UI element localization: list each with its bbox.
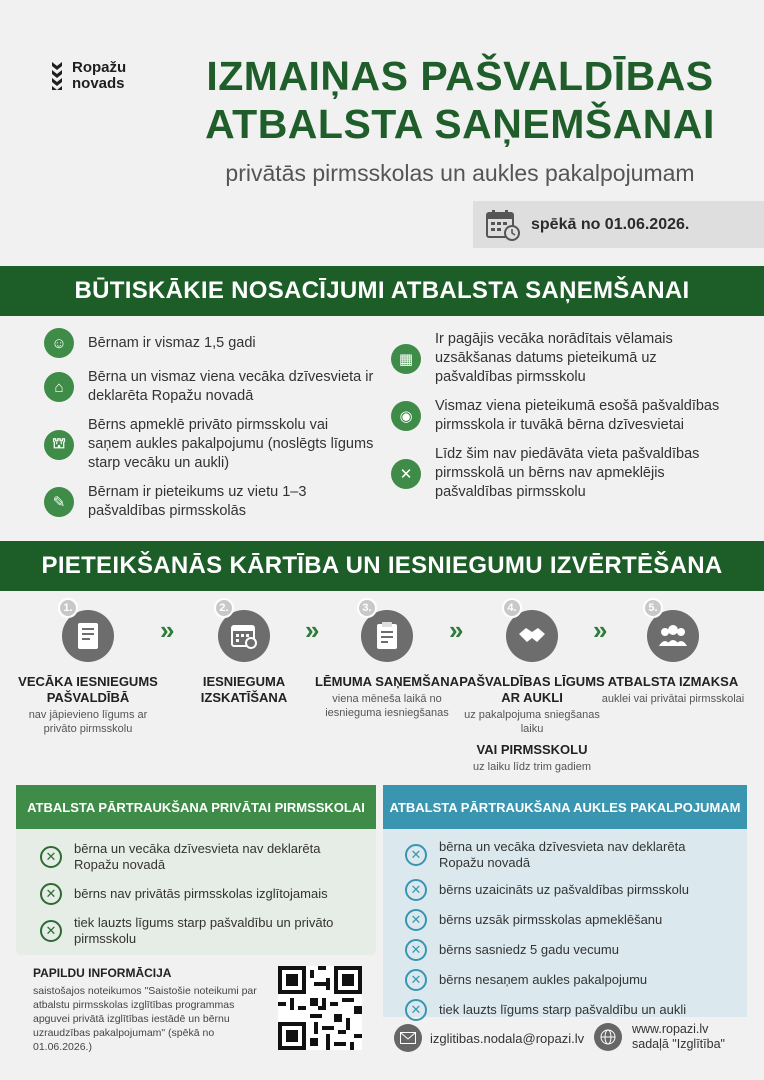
process-step-1	[13, 602, 163, 736]
condition-text: Līdz šim nav piedāvāta vieta pašvaldības pirmsskolā un bērns nav apmeklējis pašvaldības pirmsskolu	[435, 446, 700, 500]
globe-icon	[594, 1023, 622, 1051]
email-contact[interactable]	[394, 1024, 584, 1052]
step-title: PAŠVALDĪBAS LĪGUMS AR AUKLI	[459, 674, 605, 705]
panel-item	[405, 969, 729, 991]
page-subtitle: privātās pirmsskolas un aukles pakalpojumam	[225, 160, 695, 186]
step-description: uz pakalpojuma sniegšanas laiku	[464, 709, 600, 735]
document-icon: ✎	[44, 487, 74, 517]
process-step-5	[598, 602, 748, 706]
conditions-left-column	[44, 328, 374, 521]
condition-item	[44, 368, 374, 406]
step-number: 3.	[357, 598, 377, 618]
panel-item-text: bērns uzsāk pirmsskolas apmeklēšanu	[439, 912, 663, 927]
condition-item	[391, 397, 721, 435]
x-circle-icon: ✕	[40, 920, 62, 942]
process-title-bar: PIETEIKŠANĀS KĀRTĪBA UN IESNIEGUMU IZVĒRTĒŠANA	[0, 541, 764, 591]
additional-info	[33, 966, 268, 1054]
logo-mark-icon	[50, 60, 64, 92]
handshake-icon	[506, 602, 558, 662]
x-circle-icon: ✕	[40, 846, 62, 868]
panel-item-text: tiek lauzts līgums starp pašvaldību un aukli	[439, 1002, 687, 1017]
page-title	[180, 52, 740, 148]
step-number: 2.	[214, 598, 234, 618]
condition-item	[44, 483, 374, 521]
ropazi-logo	[50, 60, 126, 92]
panel-item-text: bērna un vecāka dzīvesvieta nav deklarēta Ropažu novadā	[74, 841, 321, 872]
effective-date: spēkā no 01.06.2026.	[531, 215, 690, 233]
location-pin-icon: ◉	[391, 401, 421, 431]
nanny-service-panel	[383, 785, 747, 1017]
condition-item	[44, 416, 374, 473]
calendar-icon: ▦	[391, 344, 421, 374]
envelope-icon	[394, 1024, 422, 1052]
website-contact[interactable]	[594, 1022, 725, 1052]
chevron-right-icon: »	[160, 615, 169, 645]
conditions-right-column	[391, 330, 721, 502]
panel-item	[405, 879, 729, 901]
step-description: auklei vai privātai pirmsskolai	[601, 693, 745, 705]
condition-text: Vismaz viena pieteikumā esošā pašvaldības pirmsskola ir tuvākā bērna dzīvesvietai	[435, 398, 720, 433]
child-face-icon: ☺	[44, 328, 74, 358]
panel-title: ATBALSTA PĀRTRAUKŠANA AUKLES PAKALPOJUMAM	[383, 785, 747, 829]
x-circle-icon: ✕	[405, 939, 427, 961]
title-line-2: ATBALSTA SAŅEMŠANAI	[205, 101, 715, 147]
condition-item	[44, 328, 374, 358]
condition-text: Bērns apmeklē privāto pirmsskolu vai saņem aukles pakalpojumu (noslēgts līgums starp vecāku un aukli)	[88, 417, 374, 471]
panel-item	[405, 909, 729, 931]
calendar-review-icon	[218, 602, 270, 662]
panel-item	[405, 999, 729, 1021]
panel-item	[405, 939, 729, 961]
process-step-3	[312, 602, 462, 720]
process-step-2	[169, 602, 319, 706]
private-preschool-panel	[16, 785, 376, 955]
step-number: 5.	[643, 598, 663, 618]
condition-item	[391, 445, 721, 502]
website-url[interactable]: www.ropazi.lv	[632, 1022, 709, 1036]
playground-icon: ⛫	[44, 430, 74, 460]
qr-code-image[interactable]	[278, 966, 362, 1050]
x-circle-icon: ✕	[40, 883, 62, 905]
email-address[interactable]: izglitibas.nodala@ropazi.lv	[430, 1030, 585, 1046]
x-circle-icon: ✕	[405, 909, 427, 931]
panel-item-text: bērns uzaicināts uz pašvaldības pirmsskolu	[439, 882, 690, 897]
panel-item	[40, 883, 354, 905]
step-number: 4.	[502, 598, 522, 618]
x-circle-icon: ✕	[391, 459, 421, 489]
process-step-4	[457, 602, 607, 774]
condition-text: Bērna un vismaz viena vecāka dzīvesvieta ir deklarēta Ropažu novadā	[88, 369, 374, 404]
step-title: VECĀKA IESNIEGUMS PAŠVALDĪBĀ	[18, 674, 158, 705]
panel-item	[405, 839, 729, 871]
step-title-alt: VAI PIRMSSKOLU	[476, 742, 588, 757]
panel-item-text: tiek lauzts līgums starp pašvaldību un privāto pirmsskolu	[74, 915, 334, 946]
house-icon: ⌂	[44, 372, 74, 402]
chevron-right-icon: »	[305, 615, 314, 645]
panel-item	[40, 841, 354, 873]
x-circle-icon: ✕	[405, 844, 427, 866]
title-line-1: IZMAIŅAS PAŠVALDĪBAS	[206, 53, 714, 99]
additional-info-text: saistošajos noteikumos "Saistošie noteikumi par atbalstu pirmsskolas izglītības programmas apguvei privātā izglītības iestādē un bērnu uzraudzības pakalpojumam" (spēkā no 01.06.2026.)	[33, 985, 257, 1053]
condition-item	[391, 330, 721, 387]
application-icon	[62, 602, 114, 662]
panel-item-text: bērna un vecāka dzīvesvieta nav deklarēta Ropažu novadā	[439, 839, 686, 870]
condition-text: Ir pagājis vecāka norādītais vēlamais uzsākšanas datums pieteikumā uz pašvaldības pirmsskolu	[435, 331, 673, 385]
panel-item-text: bērns sasniedz 5 gadu vecumu	[439, 942, 619, 957]
people-group-icon	[647, 602, 699, 662]
step-title: LĒMUMA SAŅEMŠANA	[315, 674, 459, 689]
x-circle-icon: ✕	[405, 879, 427, 901]
panel-title: ATBALSTA PĀRTRAUKŠANA PRIVĀTAI PIRMSSKOLAI	[16, 785, 376, 829]
step-description-alt: uz laiku līdz trim gadiem	[473, 761, 591, 773]
logo-line-2: novads	[72, 75, 125, 92]
step-title: IESNIEGUMA IZSKATĪŠANA	[200, 674, 288, 705]
step-number: 1.	[58, 598, 78, 618]
clipboard-decision-icon	[361, 602, 413, 662]
condition-text: Bērnam ir pieteikums uz vietu 1–3 pašvaldības pirmsskolās	[88, 484, 307, 519]
website-section: sadaļā "Izglītība"	[632, 1037, 725, 1051]
conditions-title-bar: BŪTISKĀKIE NOSACĪJUMI ATBALSTA SAŅEMŠANAI	[0, 266, 764, 316]
calendar-clock-icon	[485, 209, 521, 241]
effective-date-box	[473, 201, 764, 248]
panel-item-text: bērns nav privātās pirmsskolas izglītojamais	[74, 886, 328, 901]
step-description: viena mēneša laikā no iesnieguma iesniegšanas	[325, 693, 449, 719]
step-description: nav jāpievieno līgums ar privāto pirmsskolu	[28, 709, 148, 735]
x-circle-icon: ✕	[405, 969, 427, 991]
chevron-right-icon: »	[449, 615, 458, 645]
step-title: ATBALSTA IZMAKSA	[607, 674, 739, 689]
chevron-right-icon: »	[593, 615, 602, 645]
additional-info-title: PAPILDU INFORMĀCIJA	[33, 966, 172, 980]
x-circle-icon: ✕	[405, 999, 427, 1021]
panel-item	[40, 915, 354, 947]
condition-text: Bērnam ir vismaz 1,5 gadi	[88, 334, 256, 351]
panel-item-text: bērns nesaņem aukles pakalpojumu	[439, 972, 648, 987]
logo-line-1: Ropažu	[72, 59, 127, 76]
